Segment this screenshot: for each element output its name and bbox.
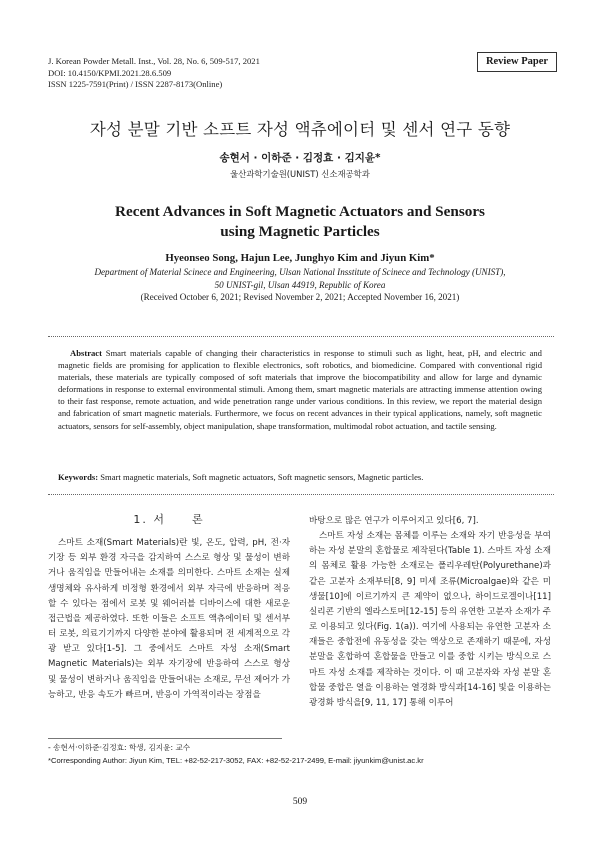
intro-paragraph-1: 스마트 소재(Smart Materials)란 빛, 온도, 압력, pH, 전·자기장 등 외부 환경 자극을 감지하여 스스로 형상 및 물성이 변하거나 움직임을 만들어내는 소재를 의미한다. 스마트 소재는 실제 생명체와 유사하게 비정형 환경에서 외부 자극에 반응하며 적응 할 수 있다는 점에서 로봇 및 웨어러블 디바이스에 대한 새로운 접근법을 제공하였다. 또한 이들은 소프트 액츄에이터 및 센서부터 로봇, 의료기기까지 다양한 분야에 활용되며 전 세계적으로 각광 받고 있다[1-5]. 그 중에서도 스마트 자성 소재(Smart Magnetic Materials)는 외부 자기장에 반응하여 스스로 형상 및 물성이 변하거나 움직임을 만들어내는 소재로, 무선 제어가 가능하고, 반응 속도가 빠르며, 반응이 가역적이라는 장점을 [48,538,290,700]
page-number: 509 [292,797,308,807]
english-title-line1: Recent Advances in Soft Magnetic Actuators and Sensors [115,203,485,220]
footnote-corresponding: *Corresponding Author: Jiyun Kim, TEL: +82-52-217-3052, FAX: +82-52-217-2499, E-mail: jiyunkim@unist.ac.kr [48,756,424,765]
keywords-text: Smart magnetic materials, Soft magnetic actuators, Soft magnetic sensors, Magnetic particles. [100,472,424,482]
keywords [58,472,542,482]
journal-citation: J. Korean Powder Metall. Inst., Vol. 28, No. 6, 509-517, 2021 [48,56,260,66]
keywords-label: Keywords: [58,472,99,482]
korean-authors: 송현서 · 이하준 · 김정효 · 김지윤* [219,152,381,164]
korean-title: 자성 분말 기반 소프트 자성 액츄에이터 및 센서 연구 동향 [89,120,511,139]
english-affiliation-line1: Department of Material Scinece and Engineering, Ulsan National Insstitute of Scinece and Technology (UNIST), [94,267,506,277]
article-type-badge: Review Paper [477,52,557,72]
divider-bottom [48,494,554,495]
footnote-rule [48,738,282,739]
english-title [0,202,600,242]
column-left [48,512,290,703]
footnote-authors: - 송현서·이하준·김정효: 학생, 김지윤: 교수 [48,743,191,752]
section-heading: 1. 서 론 [133,513,205,526]
divider-top [48,336,554,337]
journal-header [48,56,260,91]
intro-paragraph-2: 스마트 자성 소재는 몸체를 이루는 소재와 자기 반응성을 부여하는 자성 분말의 혼합물로 제작된다(Table 1). 스마트 자성 소재의 몸체로 활용 가능한 소재로는 폴리우레탄(Polyurethane)과 같은 고분자 소재부터[8, 9] 미세 조류(Microalgae)와 같은 미생물[10]에 이르기까지 큰 제약이 없으나, 하이드로겔이나[11] 실리콘 기반의 엘라스토머[12-15] 등의 유연한 고분자 소재가 주로 이용되고 있다(Fig. 1(a)). 여기에 사용되는 유연한 고분자 소재들은 중합전에 유동성을 갖는 액상으로 존재하기 때문에, 자성 분말을 혼합하여 혼합물을 만들고 이를 중합 시키는 방식으로 스마트 자성 소재를 제작하는 것이다. 이 때 고분자와 자성 분말 혼합물 중합은 열을 이용하는 열경화 방식과[14-16] 빛을 이용하는 광경화 방식을[9, 11, 17] 통해 이루어 [309,531,551,708]
journal-doi: DOI: 10.4150/KPMI.2021.28.6.509 [48,67,172,78]
column-right [309,514,551,711]
abstract-text: Smart materials capable of changing their characteristics in response to stimuli such as light, heat, pH, and electric and magnetic fields are promising for application to flexible electronics, soft robotics, and biomedicine. Compared with conventional rigid materials, these materials are typically composed of soft materials that improve the biocompatibility and allow for large and dynamic deformations in response to external environmental stimuli. Among them, smart magnetic materials are attracting immense attention owing to their fast response, remote actuation, and wide penetration range under various conditions. In this review, we report the material design and fabrication of smart magnetic materials. Furthermore, we focus on recent advances in their typical applications, namely, soft magnetic actuators, sensors for self-assembly, object manipulation, shape transformation, multimodal robot actuation, and tactile sensing. [58,348,542,431]
english-authors: Hyeonseo Song, Hajun Lee, Junghyo Kim and Jiyun Kim* [165,252,435,264]
abstract-label: Abstract [70,348,102,358]
english-affiliation [40,266,560,291]
received-dates: (Received October 6, 2021; Revised November 2, 2021; Accepted November 16, 2021) [140,292,460,302]
korean-affiliation: 울산과학기술원(UNIST) 신소재공학과 [230,169,370,179]
abstract [58,347,542,432]
english-affiliation-line2: 50 UNIST-gil, Ulsan 44919, Republic of Korea [214,279,386,290]
journal-issn: ISSN 1225-7591(Print) / ISSN 2287-8173(Online) [48,79,223,89]
intro-paragraph-1-continued: 바탕으로 많은 연구가 이루어지고 있다[6, 7]. [309,516,479,526]
english-title-line2: using Magnetic Particles [220,223,380,240]
